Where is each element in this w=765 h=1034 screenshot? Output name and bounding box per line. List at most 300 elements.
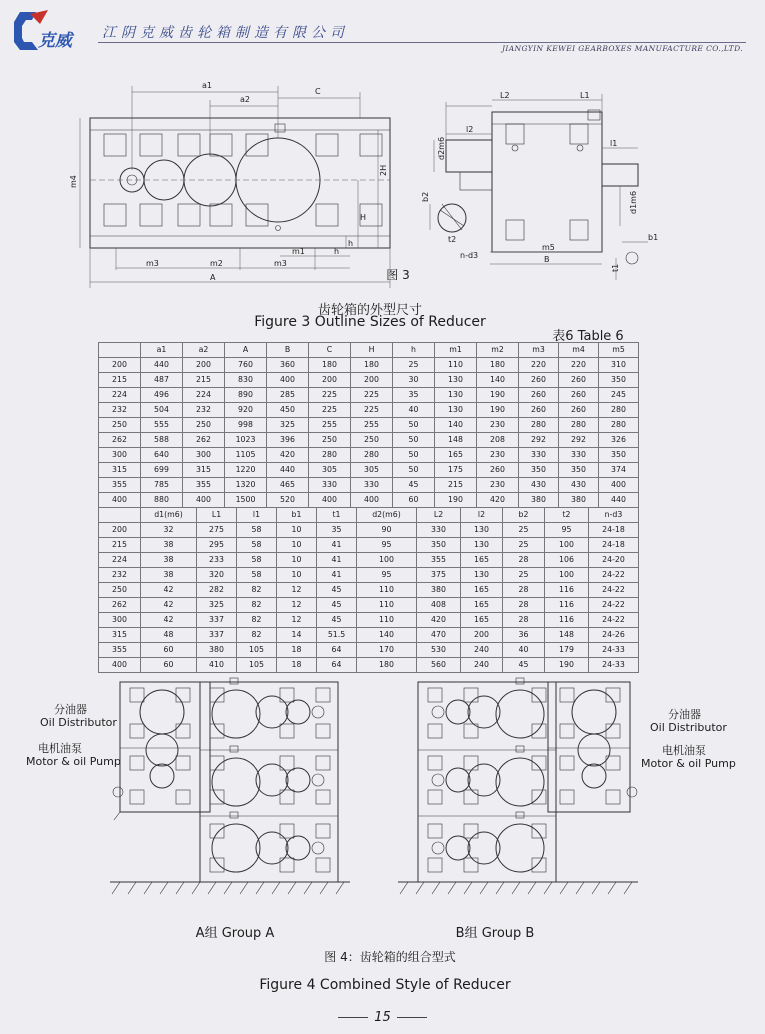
table-cell: 180: [477, 358, 519, 373]
table-cell: 100: [545, 568, 589, 583]
table-cell: 42: [141, 583, 197, 598]
group-a-drawing: [110, 672, 350, 922]
table-cell: 190: [545, 658, 589, 673]
table-cell: 380: [559, 493, 599, 508]
table-cell: 28: [503, 613, 545, 628]
table-cell: 280: [351, 448, 393, 463]
table-cell: 130: [435, 403, 477, 418]
table-row: [99, 433, 639, 448]
table-cell: 240: [461, 643, 503, 658]
table-cell: 260: [559, 403, 599, 418]
table-cell: 326: [599, 433, 639, 448]
left-oil-distributor-en: Oil Distributor: [40, 716, 117, 729]
figure3-title-cn: 齿轮箱的外型尺寸: [317, 303, 422, 318]
table-cell: 24-20: [589, 553, 639, 568]
table-cell: 28: [503, 553, 545, 568]
table-cell: 400: [267, 373, 309, 388]
table-cell: 165: [435, 448, 477, 463]
table-cell: 250: [309, 433, 351, 448]
table-cell: 12: [277, 583, 317, 598]
table-cell: 350: [519, 463, 559, 478]
table-cell: 110: [435, 358, 477, 373]
table-cell: 25: [393, 358, 435, 373]
table-cell: 18: [277, 658, 317, 673]
table-cell: 110: [357, 598, 417, 613]
table-cell: 82: [237, 613, 277, 628]
table-cell: 190: [477, 403, 519, 418]
table-cell: 58: [237, 553, 277, 568]
table-cell: 282: [197, 583, 237, 598]
table-cell: 245: [599, 388, 639, 403]
table-cell: 355: [99, 478, 141, 493]
table-cell: 90: [357, 523, 417, 538]
right-oil-distributor-cn: 分油器: [668, 708, 701, 721]
table-cell: 110: [357, 583, 417, 598]
table-cell: 10: [277, 523, 317, 538]
table-cell: 465: [267, 478, 309, 493]
table-cell: 285: [267, 388, 309, 403]
table-cell: 165: [461, 553, 503, 568]
dim-l1-small: l1: [610, 139, 618, 148]
table-cell: 58: [237, 538, 277, 553]
dim-t1: t1: [611, 263, 620, 272]
table-cell: 45: [503, 658, 545, 673]
table-cell: 190: [435, 493, 477, 508]
table-cell: 232: [99, 403, 141, 418]
table-cell: 440: [267, 463, 309, 478]
figure3-drawing-label: 图 3: [386, 268, 410, 282]
table-cell: 400: [309, 493, 351, 508]
table-cell: 280: [519, 418, 559, 433]
table-cell: 60: [141, 643, 197, 658]
table-cell: 260: [519, 403, 559, 418]
table-cell: 140: [435, 418, 477, 433]
table-cell: 36: [503, 628, 545, 643]
table-cell: 224: [99, 553, 141, 568]
table-cell: 260: [477, 463, 519, 478]
table-cell: 10: [277, 538, 317, 553]
table-row: [99, 628, 639, 643]
table6-header-cell: H: [351, 343, 393, 358]
table-cell: 330: [351, 478, 393, 493]
table-cell: 410: [197, 658, 237, 673]
table-cell: 430: [519, 478, 559, 493]
table6-header-cell: [99, 343, 141, 358]
table7-header-cell: n-d3: [589, 508, 639, 523]
table-row: [99, 553, 639, 568]
dim-h-bottom: h: [334, 247, 340, 256]
table-cell: 1105: [225, 448, 267, 463]
table-cell: 175: [435, 463, 477, 478]
table-cell: 116: [545, 583, 589, 598]
table-cell: 699: [141, 463, 183, 478]
group-a-label: A组 Group A: [195, 926, 275, 941]
table-cell: 42: [141, 613, 197, 628]
table6-header-cell: a2: [183, 343, 225, 358]
table-cell: 305: [309, 463, 351, 478]
table-cell: 24-18: [589, 538, 639, 553]
table-cell: 200: [183, 358, 225, 373]
table-cell: 325: [197, 598, 237, 613]
table-cell: 1023: [225, 433, 267, 448]
table-cell: 320: [197, 568, 237, 583]
table-cell: 35: [393, 388, 435, 403]
table-cell: 232: [183, 403, 225, 418]
table-cell: 35: [317, 523, 357, 538]
dim-c: C: [315, 87, 321, 96]
table-cell: 25: [503, 523, 545, 538]
table-cell: 50: [393, 463, 435, 478]
table6-header-cell: m2: [477, 343, 519, 358]
table-cell: 408: [417, 598, 461, 613]
table-row: [99, 373, 639, 388]
table-cell: 440: [141, 358, 183, 373]
table-cell: 95: [357, 568, 417, 583]
table-cell: 300: [99, 613, 141, 628]
table-cell: 1320: [225, 478, 267, 493]
dim-l2-small: l2: [466, 125, 474, 134]
table-row: [99, 523, 639, 538]
table6-header-cell: B: [267, 343, 309, 358]
table-cell: 165: [461, 613, 503, 628]
table-cell: 230: [477, 418, 519, 433]
table-cell: 496: [141, 388, 183, 403]
table7-header-cell: L2: [417, 508, 461, 523]
table-cell: 24-22: [589, 598, 639, 613]
dim-m3b: m3: [274, 259, 287, 268]
table-cell: 28: [503, 583, 545, 598]
table-row: [99, 583, 639, 598]
table7-header-cell: b1: [277, 508, 317, 523]
table-cell: 280: [599, 403, 639, 418]
dim-b2: b2: [421, 191, 430, 202]
table-cell: 105: [237, 658, 277, 673]
table-cell: 41: [317, 538, 357, 553]
table-cell: 330: [417, 523, 461, 538]
dim-m5: m5: [542, 243, 555, 252]
table-cell: 555: [141, 418, 183, 433]
table-cell: 12: [277, 598, 317, 613]
table-cell: 24-22: [589, 568, 639, 583]
table-cell: 180: [351, 358, 393, 373]
table-row: [99, 358, 639, 373]
table-cell: 82: [237, 598, 277, 613]
table7-header-cell: l2: [461, 508, 503, 523]
dim-m2: m2: [210, 259, 223, 268]
table-cell: 215: [99, 538, 141, 553]
table-cell: 60: [141, 658, 197, 673]
table-cell: 504: [141, 403, 183, 418]
table-cell: 337: [197, 628, 237, 643]
table-cell: 230: [477, 478, 519, 493]
table-cell: 10: [277, 568, 317, 583]
table-cell: 350: [599, 448, 639, 463]
table-cell: 24-33: [589, 658, 639, 673]
table-cell: 355: [417, 553, 461, 568]
table-cell: 420: [417, 613, 461, 628]
table-cell: 470: [417, 628, 461, 643]
table-row: [99, 448, 639, 463]
table-cell: 82: [237, 583, 277, 598]
table6-caption: 表6 Table 6: [552, 329, 624, 344]
footer-rule-right: [397, 1017, 427, 1018]
table-cell: 48: [141, 628, 197, 643]
table-cell: 38: [141, 538, 197, 553]
table-cell: 95: [357, 538, 417, 553]
table-cell: 520: [267, 493, 309, 508]
logo-text: 克威: [38, 31, 72, 51]
table-cell: 315: [99, 463, 141, 478]
table-row: [99, 538, 639, 553]
table-cell: 420: [267, 448, 309, 463]
dim-b1: b1: [648, 233, 659, 242]
table-cell: 280: [309, 448, 351, 463]
table-cell: 116: [545, 613, 589, 628]
table-cell: 165: [461, 598, 503, 613]
table-row: [99, 643, 639, 658]
table-cell: 400: [183, 493, 225, 508]
table7-header-cell: b2: [503, 508, 545, 523]
table-cell: 255: [309, 418, 351, 433]
table-cell: 200: [309, 373, 351, 388]
table-cell: 200: [99, 523, 141, 538]
table-cell: 450: [267, 403, 309, 418]
table-cell: 230: [477, 448, 519, 463]
table-cell: 24-18: [589, 523, 639, 538]
table-cell: 220: [519, 358, 559, 373]
table7: [98, 507, 639, 673]
table-cell: 350: [599, 373, 639, 388]
table-cell: 58: [237, 523, 277, 538]
left-oil-distributor-cn: 分油器: [54, 703, 87, 716]
table-cell: 440: [599, 493, 639, 508]
dim-h-small: h: [348, 239, 354, 248]
table-cell: 24-22: [589, 613, 639, 628]
table-cell: 250: [99, 418, 141, 433]
table-cell: 350: [417, 538, 461, 553]
table-cell: 200: [461, 628, 503, 643]
dim-a1: a1: [202, 81, 212, 90]
table-cell: 105: [237, 643, 277, 658]
table-cell: 300: [183, 448, 225, 463]
table-cell: 140: [357, 628, 417, 643]
table-cell: 890: [225, 388, 267, 403]
table-cell: 292: [559, 433, 599, 448]
dim-d1m6: d1m6: [629, 190, 638, 214]
table-cell: 310: [599, 358, 639, 373]
figure3-title-en: Figure 3 Outline Sizes of Reducer: [254, 314, 486, 330]
table-cell: 325: [267, 418, 309, 433]
dim-a: A: [210, 273, 216, 282]
table-cell: 262: [99, 433, 141, 448]
table-cell: 30: [393, 373, 435, 388]
table-cell: 295: [197, 538, 237, 553]
table-row: [99, 403, 639, 418]
table-row: [99, 478, 639, 493]
table-cell: 130: [435, 388, 477, 403]
table-cell: 560: [417, 658, 461, 673]
table-cell: 148: [435, 433, 477, 448]
dim-2h: 2H: [379, 164, 388, 176]
footer-rule-left: [338, 1017, 368, 1018]
left-motor-pump-cn: 电机油泵: [38, 742, 82, 755]
table-cell: 530: [417, 643, 461, 658]
reducer-side-view: [420, 90, 660, 290]
table-cell: 130: [461, 568, 503, 583]
page-number: 15: [374, 1010, 391, 1025]
table7-header-row: [99, 508, 639, 523]
right-motor-pump-cn: 电机油泵: [662, 744, 706, 757]
table-cell: 830: [225, 373, 267, 388]
table-cell: 400: [351, 493, 393, 508]
table-cell: 250: [351, 433, 393, 448]
table-cell: 24-33: [589, 643, 639, 658]
table-cell: 400: [99, 658, 141, 673]
table-cell: 28: [503, 598, 545, 613]
group-b-label: B组 Group B: [455, 926, 535, 941]
table-cell: 82: [237, 628, 277, 643]
table7-header-cell: L1: [197, 508, 237, 523]
group-b-drawing: [398, 672, 638, 922]
table-cell: 51.5: [317, 628, 357, 643]
table-row: [99, 613, 639, 628]
table-cell: 224: [183, 388, 225, 403]
table-cell: 588: [141, 433, 183, 448]
table-cell: 225: [309, 388, 351, 403]
table-cell: 640: [141, 448, 183, 463]
table-cell: 32: [141, 523, 197, 538]
table-cell: 225: [351, 403, 393, 418]
table-cell: 215: [183, 373, 225, 388]
dim-l1: L1: [580, 91, 590, 100]
dim-a2: a2: [240, 95, 250, 104]
table-cell: 25: [503, 568, 545, 583]
table-cell: 262: [99, 598, 141, 613]
table6-header-cell: m4: [559, 343, 599, 358]
table-cell: 180: [309, 358, 351, 373]
table-cell: 350: [559, 463, 599, 478]
table-cell: 233: [197, 553, 237, 568]
table-cell: 40: [393, 403, 435, 418]
table-cell: 315: [99, 628, 141, 643]
reducer-front-view: [60, 70, 400, 290]
table-cell: 64: [317, 658, 357, 673]
table-cell: 130: [435, 373, 477, 388]
table-cell: 100: [357, 553, 417, 568]
table7-header-cell: [99, 508, 141, 523]
table-row: [99, 388, 639, 403]
table-cell: 375: [417, 568, 461, 583]
table-cell: 60: [393, 493, 435, 508]
table-row: [99, 568, 639, 583]
table-cell: 380: [417, 583, 461, 598]
table7-header-cell: t1: [317, 508, 357, 523]
table-cell: 1500: [225, 493, 267, 508]
table-cell: 179: [545, 643, 589, 658]
table-cell: 50: [393, 433, 435, 448]
table-cell: 292: [519, 433, 559, 448]
table-cell: 200: [351, 373, 393, 388]
table-cell: 240: [461, 658, 503, 673]
table-cell: 100: [545, 538, 589, 553]
table-cell: 45: [317, 613, 357, 628]
figure4-title-cn: 图 4：齿轮箱的组合型式: [324, 950, 456, 964]
table-cell: 106: [545, 553, 589, 568]
table-cell: 300: [99, 448, 141, 463]
table-cell: 380: [519, 493, 559, 508]
table-cell: 130: [461, 523, 503, 538]
table-cell: 165: [461, 583, 503, 598]
table-cell: 25: [503, 538, 545, 553]
table-cell: 45: [393, 478, 435, 493]
table-cell: 140: [477, 373, 519, 388]
table-cell: 45: [317, 598, 357, 613]
table-cell: 360: [267, 358, 309, 373]
table-cell: 355: [99, 643, 141, 658]
company-name-en: JIANGYIN KEWEI GEARBOXES MANUFACTURE CO.,LTD.: [501, 44, 743, 53]
table-cell: 920: [225, 403, 267, 418]
table-cell: 64: [317, 643, 357, 658]
table-cell: 180: [357, 658, 417, 673]
dim-d2m6: d2m6: [437, 136, 446, 160]
table-cell: 14: [277, 628, 317, 643]
table-cell: 337: [197, 613, 237, 628]
table6-header-row: [99, 343, 639, 358]
table-cell: 215: [99, 373, 141, 388]
table-cell: 38: [141, 553, 197, 568]
table-cell: 260: [519, 373, 559, 388]
table-cell: 374: [599, 463, 639, 478]
dim-m4: m4: [69, 175, 78, 188]
table7-header-cell: t2: [545, 508, 589, 523]
dim-nd3: n-d3: [460, 251, 479, 260]
dim-m3: m3: [146, 259, 159, 268]
table-cell: 400: [599, 478, 639, 493]
table-cell: 41: [317, 553, 357, 568]
page-footer: [0, 1010, 765, 1025]
table7-header-cell: d1(m6): [141, 508, 197, 523]
table-cell: 24-26: [589, 628, 639, 643]
table-cell: 10: [277, 553, 317, 568]
table-cell: 355: [183, 478, 225, 493]
header-rule: [98, 42, 746, 43]
dim-t2: t2: [448, 235, 457, 244]
table-cell: 116: [545, 598, 589, 613]
table-cell: 232: [99, 568, 141, 583]
table-row: [99, 418, 639, 433]
table-cell: 95: [545, 523, 589, 538]
table-cell: 315: [183, 463, 225, 478]
table6-header-cell: h: [393, 343, 435, 358]
dim-b: B: [544, 255, 550, 264]
table-cell: 280: [599, 418, 639, 433]
table6-header-cell: C: [309, 343, 351, 358]
table-cell: 255: [351, 418, 393, 433]
table-cell: 880: [141, 493, 183, 508]
table-cell: 260: [559, 373, 599, 388]
table-cell: 330: [559, 448, 599, 463]
table-cell: 208: [477, 433, 519, 448]
table-cell: 760: [225, 358, 267, 373]
table-cell: 275: [197, 523, 237, 538]
table-cell: 330: [519, 448, 559, 463]
table7-header-cell: l1: [237, 508, 277, 523]
table-cell: 190: [477, 388, 519, 403]
table-cell: 224: [99, 388, 141, 403]
table6: [98, 342, 639, 508]
table-cell: 130: [461, 538, 503, 553]
table-cell: 280: [559, 418, 599, 433]
